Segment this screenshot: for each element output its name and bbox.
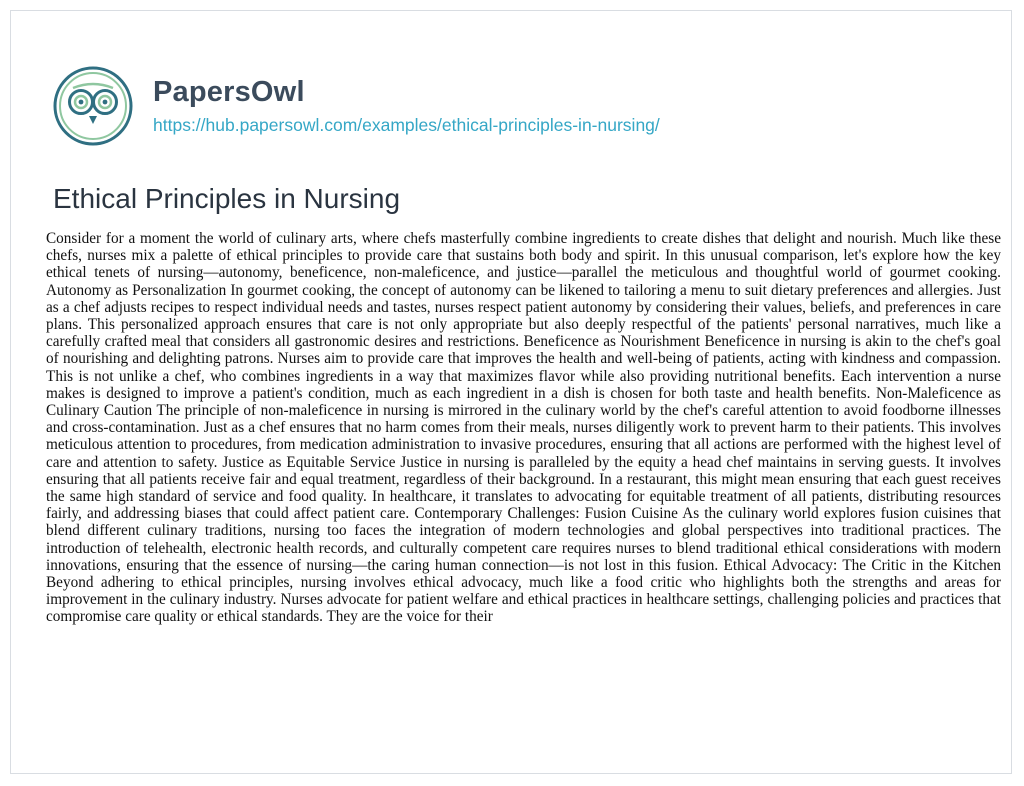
document-page <box>10 10 1012 774</box>
document-body: Consider for a moment the world of culinary arts, where chefs masterfully combine ingredients to create dishes that delight and nourish. Much like these chefs, nurses mix a palette of ethical principles to provide care that sustains both body and spirit. In this unusual comparison, let's explore how the key ethical tenets of nursing—autonomy, beneficence, non-maleficence, and justice—parallel the meticulous and thoughtful world of gourmet cooking. Autonomy as Personalization In gourmet cooking, the concept of autonomy can be likened to tailoring a menu to suit dietary preferences and allergies. Just as a chef adjusts recipes to respect individual needs and tastes, nurses respect patient autonomy by considering their values, beliefs, and preferences in care plans. This personalized approach ensures that care is not only appropriate but also deeply respectful of the patients' personal narratives, much like a carefully crafted meal that considers all gastronomic desires and restrictions. Beneficence as Nourishment Beneficence in nursing is akin to the chef's goal of nourishing and delighting patrons. Nurses aim to provide care that improves the health and well-being of patients, acting with kindness and compassion. This is not unlike a chef, who combines ingredients in a way that maximizes flavor while also providing nutritional benefits. Each intervention a nurse makes is designed to improve a patient's condition, much as each ingredient in a dish is chosen for both taste and health benefits. Non-Maleficence as Culinary Caution The principle of non-maleficence in nursing is mirrored in the culinary world by the chef's careful attention to avoid foodborne illnesses and cross-contamination. Just as a chef ensures that no harm comes from their meals, nurses diligently work to prevent harm to their patients. This involves meticulous attention to procedures, from medication administration to invasive procedures, ensuring that all actions are performed with the highest level of care and attention to safety. Justice as Equitable Service Justice in nursing is paralleled by the equity a head chef maintains in serving guests. It involves ensuring that all patients receive fair and equal treatment, regardless of their background. In a restaurant, this might mean ensuring that each guest receives the same high standard of service and food quality. In healthcare, it translates to advocating for equitable treatment of all patients, distributing resources fairly, and addressing biases that could affect patient care. Contemporary Challenges: Fusion Cuisine As the culinary world explores fusion cuisines that blend different culinary traditions, nursing too faces the integration of modern technologies and global perspectives into traditional practices. The introduction of telehealth, electronic health records, and culturally competent care requires nurses to blend traditional ethical considerations with modern innovations, ensuring that the essence of nursing—the caring human connection—is not lost in this fusion. Ethical Advocacy: The Critic in the Kitchen Beyond adhering to ethical principles, nursing involves ethical advocacy, much like a food critic who highlights both the strengths and areas for improvement in the culinary industry. Nurses advocate for patient welfare and ethical practices in healthcare settings, challenging policies and practices that compromise care quality or ethical standards. They are the voice for their <box>46 230 1001 626</box>
brand-block <box>153 75 660 137</box>
source-url-link[interactable]: https://hub.papersowl.com/examples/ethical-principles-in-nursing/ <box>153 115 660 135</box>
site-header <box>53 66 660 146</box>
brand-name[interactable]: PapersOwl <box>153 76 305 108</box>
owl-face-icon <box>53 66 133 146</box>
document-title: Ethical Principles in Nursing <box>53 183 401 214</box>
